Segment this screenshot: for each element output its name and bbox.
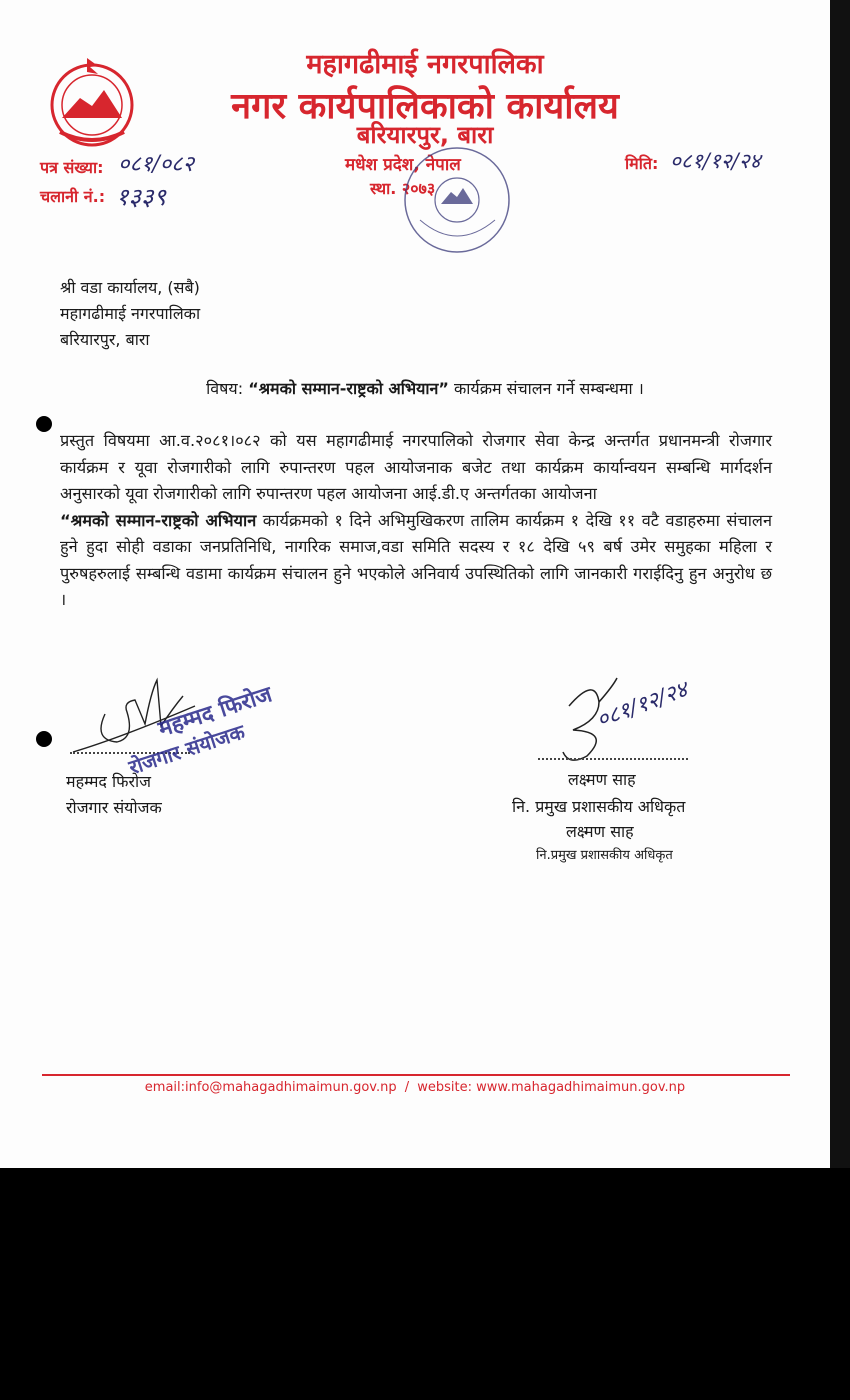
dispatch-no-label: चलानी नं.:: [40, 187, 106, 206]
date-value: ०८१/१२/२४: [670, 149, 761, 173]
footer-email: email:info@mahagadhimaimun.gov.np: [144, 1080, 397, 1095]
recipient-line1: श्री वडा कार्यालय, (सबै): [60, 278, 200, 297]
body-part1: प्रस्तुत विषयमा आ.व.२०८१।०८२ को यस महागढीमाई नगरपालिको रोजगार सेवा केन्द्र अन्तर्गत प्रधानमन्त्री रोजगार कार्यक्रम र यूवा रोजगारीको लागि रुपान्तरण पहल आयोजनाक बजेट तथा कार्यक्रम कार्यान्वयन सम्बन्धि मार्गदर्शन अनुसारको यूवा रोजगारीको लागि रुपान्तरण पहल आयोजना आई.डी.ए अन्तर्गतका आयोजना: [60, 431, 772, 503]
left-stamp-title: रोजगार संयोजक: [125, 719, 248, 780]
date-label: मिति:: [625, 154, 659, 173]
right-signature-date: ०८१/१२/२४: [593, 677, 692, 734]
office-location: बरियारपुर, बारा: [356, 121, 494, 149]
right-signatory-title: नि. प्रमुख प्रशासकीय अधिकृत: [512, 797, 686, 816]
office-title: नगर कार्यपालिकाको कार्यालय: [231, 86, 619, 127]
office-seal-stamp: [395, 142, 525, 267]
footer-contact: [0, 1080, 830, 1095]
subject-program: “श्रमको सम्मान-राष्ट्रको अभियान”: [248, 379, 449, 398]
left-signatory-title: रोजगार संयोजक: [66, 798, 162, 817]
letter-no-label: पत्र संख्या:: [40, 158, 104, 177]
subject-label: विषय:: [206, 379, 244, 398]
body-part2: कार्यक्रमको १ दिने अभिमुखिकरण तालिम कार्यक्रम १ देखि ११ वटै वडाहरुमा संचालन हुने हुदा सोही वडाका जनप्रतिनिधि, नागरिक समाज,वडा समिति सदस्य र १८ देखि ५९ बर्ष उमेर समुहका महिला र पुरुषहरुलाई सम्बन्धि वडामा कार्यक्रम संचालन हुने भएकोले अनिवार्य उपस्थितिको लागि जानकारी गराईदिनु हुन अनुरोध छ ।: [60, 510, 772, 609]
punch-hole-top: [36, 416, 52, 432]
right-signatory-name: लक्ष्मण साह: [568, 770, 636, 789]
body-program-bold: “श्रमको सम्मान-राष्ट्रको अभियान: [60, 510, 257, 530]
letter-no-value: ०८१/०८२: [118, 152, 195, 177]
left-signatory-name: महम्मद फिरोज: [66, 772, 152, 791]
recipient-line2: महागढीमाई नगरपालिका: [60, 304, 201, 323]
recipient-line3: बरियारपुर, बारा: [60, 330, 150, 349]
right-stamp-name: लक्ष्मण साह: [566, 822, 634, 841]
footer-divider: [42, 1074, 790, 1076]
right-stamp-title: नि.प्रमुख प्रशासकीय अधिकृत: [536, 848, 673, 863]
subject-line: [0, 377, 830, 399]
established-label: स्था. २०७३: [370, 179, 436, 198]
scan-edge-strip: [830, 0, 850, 1168]
footer-website: website: www.mahagadhimaimun.gov.np: [417, 1080, 686, 1095]
dispatch-no-value: १३३९: [116, 183, 166, 211]
left-stamp-name: महम्मद फिरोज: [155, 682, 276, 743]
letter-body: [60, 428, 772, 614]
right-signature-line: [538, 758, 688, 760]
municipality-name: महागढीमाई नगरपालिका: [306, 49, 544, 80]
punch-hole-bottom: [36, 731, 52, 747]
province-label: मधेश प्रदेश, नेपाल: [345, 155, 461, 175]
footer-separator: /: [404, 1080, 410, 1095]
subject-rest: कार्यक्रम संचालन गर्ने सम्बन्धमा ।: [454, 379, 644, 398]
